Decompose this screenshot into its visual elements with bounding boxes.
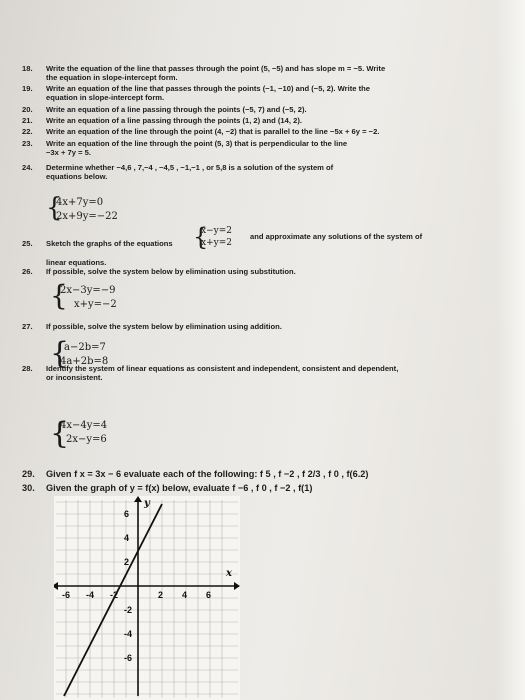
equation-2: x+y=−2 bbox=[74, 299, 117, 310]
question-number: 29. bbox=[22, 469, 35, 479]
question-19 bbox=[22, 84, 370, 102]
question-26 bbox=[22, 267, 296, 276]
question-25 bbox=[22, 239, 173, 248]
equation-2: x+y=2 bbox=[201, 238, 232, 248]
x-tick-label: -6 bbox=[62, 590, 71, 600]
x-tick-label: 2 bbox=[158, 590, 164, 600]
question-number: 18. bbox=[22, 64, 33, 73]
y-tick-label: -4 bbox=[124, 629, 133, 639]
question-22 bbox=[22, 127, 379, 136]
system-q28 bbox=[60, 419, 107, 447]
question-text-cont: linear equations. bbox=[46, 258, 107, 267]
question-text-cont: −3x + 7y = 5. bbox=[46, 148, 91, 157]
question-number: 21. bbox=[22, 116, 33, 125]
equation-1: 4x+7y=0 bbox=[56, 197, 104, 208]
question-30 bbox=[22, 483, 312, 494]
system-q24 bbox=[56, 196, 118, 224]
question-number: 30. bbox=[22, 483, 35, 493]
question-25-line2 bbox=[22, 258, 106, 267]
question-27 bbox=[22, 322, 282, 331]
question-text: Write an equation of the line through the point (4, −2) that is parallel to the line −5x + 6y = −2. bbox=[46, 127, 380, 136]
y-tick-label: -2 bbox=[124, 605, 133, 615]
question-29 bbox=[22, 469, 368, 480]
question-text-cont: the equation in slope-intercept form. bbox=[46, 73, 178, 82]
y-axis-label: y bbox=[144, 498, 150, 509]
equation-2: 4a+2b=8 bbox=[60, 356, 109, 367]
question-text: Determine whether −4,6 , 7,−4 , −4,5 , −1,−1 , or 5,8 is a solution of the system of bbox=[46, 163, 334, 172]
question-text: and approximate any solutions of the system of bbox=[250, 232, 423, 241]
system-q25 bbox=[201, 225, 232, 249]
question-text: Given the graph of y = f(x) below, evaluate f −6 , f 0 , f −2 , f(1) bbox=[46, 483, 313, 493]
equation-2: 2x+9y=−22 bbox=[56, 211, 118, 222]
system-brace: { bbox=[50, 279, 68, 312]
system-brace: { bbox=[46, 193, 63, 223]
question-28 bbox=[22, 364, 398, 382]
equation-1: a−2b=7 bbox=[64, 342, 106, 353]
function-graph bbox=[54, 496, 240, 700]
question-text: If possible, solve the system below by elimination using addition. bbox=[46, 322, 282, 331]
x-tick-label: -4 bbox=[86, 590, 95, 600]
question-number: 25. bbox=[22, 239, 33, 248]
y-tick-label: 6 bbox=[124, 509, 130, 519]
question-text: Given f x = 3x − 6 evaluate each of the following: f 5 , f −2 , f 2/3 , f 0 , f(6.2) bbox=[46, 469, 369, 479]
equation-1: 2x−3y=−9 bbox=[60, 285, 116, 296]
question-number: 24. bbox=[22, 163, 33, 172]
question-25-cont bbox=[250, 232, 422, 241]
question-number: 26. bbox=[22, 267, 33, 276]
y-tick-label: 2 bbox=[124, 557, 130, 567]
system-brace: { bbox=[50, 416, 70, 451]
question-text-cont: or inconsistent. bbox=[46, 373, 103, 382]
question-text-cont: equation in slope-intercept form. bbox=[46, 93, 165, 102]
question-number: 28. bbox=[22, 364, 33, 373]
question-text: Write an equation of a line passing through the points (1, 2) and (14, 2). bbox=[46, 116, 302, 125]
question-20 bbox=[22, 105, 307, 114]
equation-1: x−y=2 bbox=[201, 226, 232, 236]
question-text: Write an equation of a line passing through the points (−5, 7) and (−5, 2). bbox=[46, 105, 307, 114]
system-brace: { bbox=[50, 336, 70, 371]
question-number: 20. bbox=[22, 105, 33, 114]
question-23 bbox=[22, 139, 347, 157]
question-24 bbox=[22, 163, 333, 181]
question-text: Identify the system of linear equations as consistent and independent, consistent and dependent, bbox=[46, 364, 399, 373]
y-tick-label: 4 bbox=[124, 533, 130, 543]
question-text: If possible, solve the system below by elimination using substitution. bbox=[46, 267, 296, 276]
x-tick-label: -2 bbox=[110, 590, 119, 600]
x-tick-label: 6 bbox=[206, 590, 212, 600]
system-q26 bbox=[60, 284, 117, 312]
question-number: 19. bbox=[22, 84, 33, 93]
question-21 bbox=[22, 116, 302, 125]
question-18 bbox=[22, 64, 385, 82]
question-number: 23. bbox=[22, 139, 33, 148]
x-tick-label: 4 bbox=[182, 590, 188, 600]
question-text: Write the equation of the line that passes through the point (5, −5) and has slope m = −5. Write bbox=[46, 64, 386, 73]
y-tick-label: -6 bbox=[124, 653, 133, 663]
system-brace: { bbox=[193, 223, 209, 251]
question-text: Write an equation of the line through the point (5, 3) that is perpendicular to the line bbox=[46, 139, 348, 148]
question-text: Sketch the graphs of the equations bbox=[46, 239, 173, 248]
question-number: 27. bbox=[22, 322, 33, 331]
question-text: Write an equation of the line that passes through the points (−1, −10) and (−5, 2). Write the bbox=[46, 84, 370, 93]
question-number: 22. bbox=[22, 127, 33, 136]
x-axis-label: x bbox=[226, 568, 232, 579]
equation-2: 2x−y=6 bbox=[66, 434, 107, 445]
equation-1: 4x−4y=4 bbox=[60, 420, 108, 431]
question-text-cont: equations below. bbox=[46, 172, 108, 181]
